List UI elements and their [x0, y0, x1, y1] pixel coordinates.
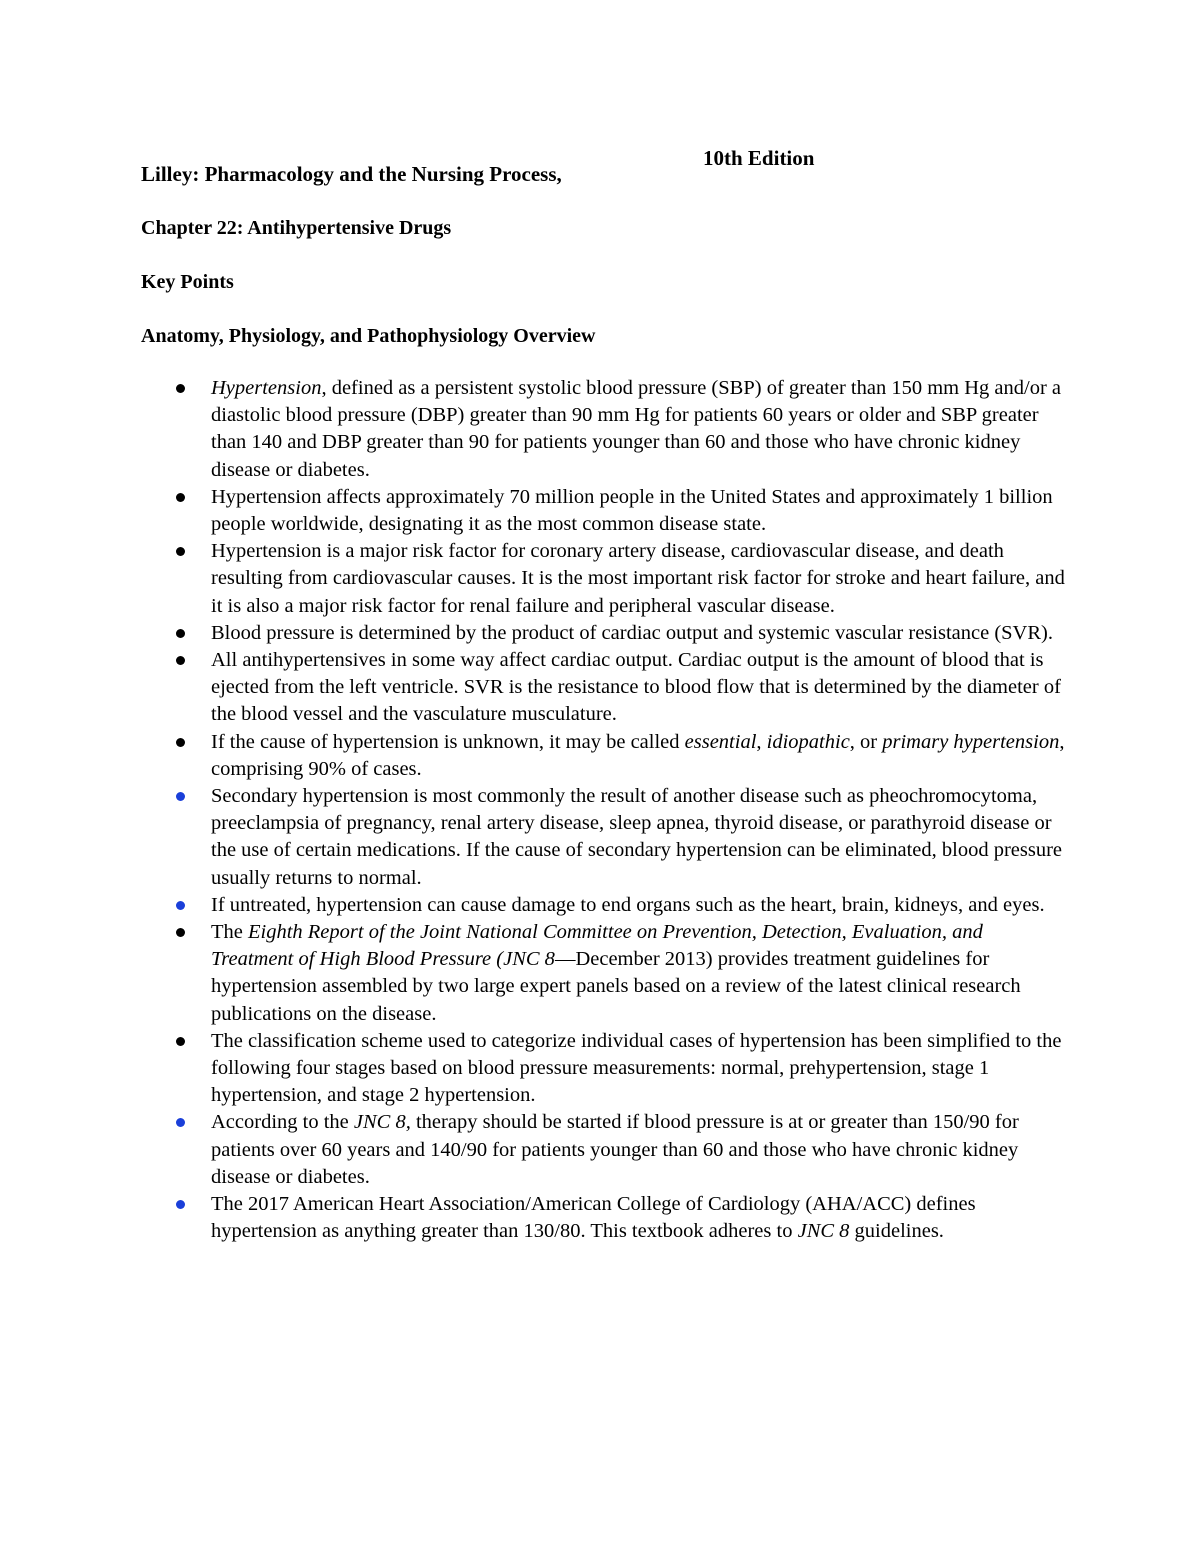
- list-item: [141, 783, 1066, 892]
- list-item: [141, 729, 1066, 783]
- bullet-icon: [176, 493, 185, 502]
- text-run: —December 2013) provides treatment guidelines for hypertension assembled by two large expert panels based on a review of the latest clinical research publications on the disease.: [211, 948, 1021, 1025]
- text-run: According to the: [211, 1111, 354, 1134]
- bullet-icon: [176, 1037, 185, 1046]
- italic-text: primary hypertension: [882, 730, 1060, 753]
- text-run: Secondary hypertension is most commonly the result of another disease such as pheochromocytoma, preeclampsia of pregnancy, renal artery disease, sleep apnea, thyroid disease, or parathyroid disease or the use of certain medications. If the cause of secondary hypertension can be eliminated, blood pressure usually returns to normal.: [211, 785, 1063, 889]
- text-run: Hypertension affects approximately 70 million people in the United States and approximately 1 billion people worldwide, designating it as the most common disease state.: [211, 485, 1053, 536]
- document-page: [141, 140, 1066, 1246]
- list-item: [141, 1191, 1066, 1245]
- key-points-list: [141, 375, 1066, 1246]
- list-item: [141, 620, 1066, 647]
- list-item: [141, 538, 1066, 620]
- list-item: [141, 892, 1066, 919]
- key-points-heading: Key Points: [141, 271, 234, 293]
- text-run: The: [211, 921, 248, 944]
- bullet-icon: [176, 547, 185, 556]
- text-run: guidelines.: [849, 1220, 944, 1243]
- text-run: The 2017 American Heart Association/American College of Cardiology (AHA/ACC) defines hypertension as anything greater than 130/80. This textbook adheres to: [211, 1193, 976, 1243]
- italic-text: JNC 8: [797, 1220, 850, 1243]
- list-item: [141, 484, 1066, 538]
- list-item: [141, 375, 1066, 484]
- text-run: If the cause of hypertension is unknown, it may be called: [211, 730, 685, 753]
- list-item: [141, 1109, 1066, 1191]
- bullet-icon: [176, 629, 185, 638]
- text-run: The classification scheme used to categorize individual cases of hypertension has been simplified to the following four stages based on blood pressure measurements: normal, prehypertension, stage 1 hypertension, and stage 2 hypertension.: [211, 1029, 1062, 1107]
- list-item: [141, 919, 1066, 1028]
- text-run: If untreated, hypertension can cause damage to end organs such as the heart, brain, kidneys, and eyes.: [211, 893, 1045, 916]
- text-run: Hypertension is a major risk factor for coronary artery disease, cardiovascular disease, and death resulting from cardiovascular causes. It is the most important risk factor for stroke and heart failure, and it is also a major risk factor for renal failure and peripheral vascular disease.: [211, 540, 1065, 617]
- text-run: , comprising 90% of cases.: [211, 730, 1065, 780]
- text-run: All antihypertensives in some way affect cardiac output. Cardiac output is the amount of blood that is ejected from the left ventricle. SVR is the resistance to blood flow that is determined by the diameter of the blood vessel and the vasculature musculature.: [211, 649, 1061, 726]
- italic-text: Eighth Report of the Joint National Committee on Prevention, Detection, Evaluation, and Treatment of High Blood Pressure (JNC 8: [211, 921, 983, 971]
- book-edition: 10th Edition: [703, 146, 815, 170]
- bullet-icon: [176, 792, 185, 801]
- chapter-heading: Chapter 22: Antihypertensive Drugs: [141, 217, 452, 239]
- bullet-icon: [176, 901, 185, 910]
- italic-text: essential: [684, 730, 757, 753]
- bullet-icon: [176, 384, 185, 393]
- section-heading: Anatomy, Physiology, and Pathophysiology Overview: [141, 325, 596, 347]
- list-item: [141, 647, 1066, 729]
- bullet-icon: [176, 1200, 185, 1209]
- text-run: therapy should be started if blood pressure is at or greater than 150/90 for patients over 60 years and 140/90 for patients younger than 60 and those who have chronic kidney disease or diabetes.: [211, 1111, 1019, 1188]
- italic-text: idiopathic: [766, 730, 850, 753]
- bullet-icon: [176, 928, 185, 937]
- text-run: Blood pressure is determined by the product of cardiac output and systemic vascular resistance (SVR).: [211, 621, 1053, 644]
- italic-text: Hypertension: [211, 377, 322, 399]
- bullet-icon: [176, 656, 185, 665]
- book-title: Lilley: Pharmacology and the Nursing Process,: [141, 162, 562, 186]
- text-run: , or: [849, 730, 883, 753]
- document-title: [141, 140, 1066, 186]
- text-run: , defined as a persistent systolic blood pressure (SBP) of greater than 150 mm Hg and/or a diastolic blood pressure (DBP) greater than 90 mm Hg for patients 60 years or older and SBP greater than 140 and DBP greater than 90 for patients younger than 60 and those who have chronic kidney disease or diabetes.: [211, 377, 1061, 481]
- bullet-icon: [176, 1118, 185, 1127]
- bullet-icon: [176, 738, 185, 747]
- list-item: [141, 1028, 1066, 1110]
- italic-text: JNC 8,: [353, 1111, 411, 1134]
- text-run: ,: [756, 730, 767, 753]
